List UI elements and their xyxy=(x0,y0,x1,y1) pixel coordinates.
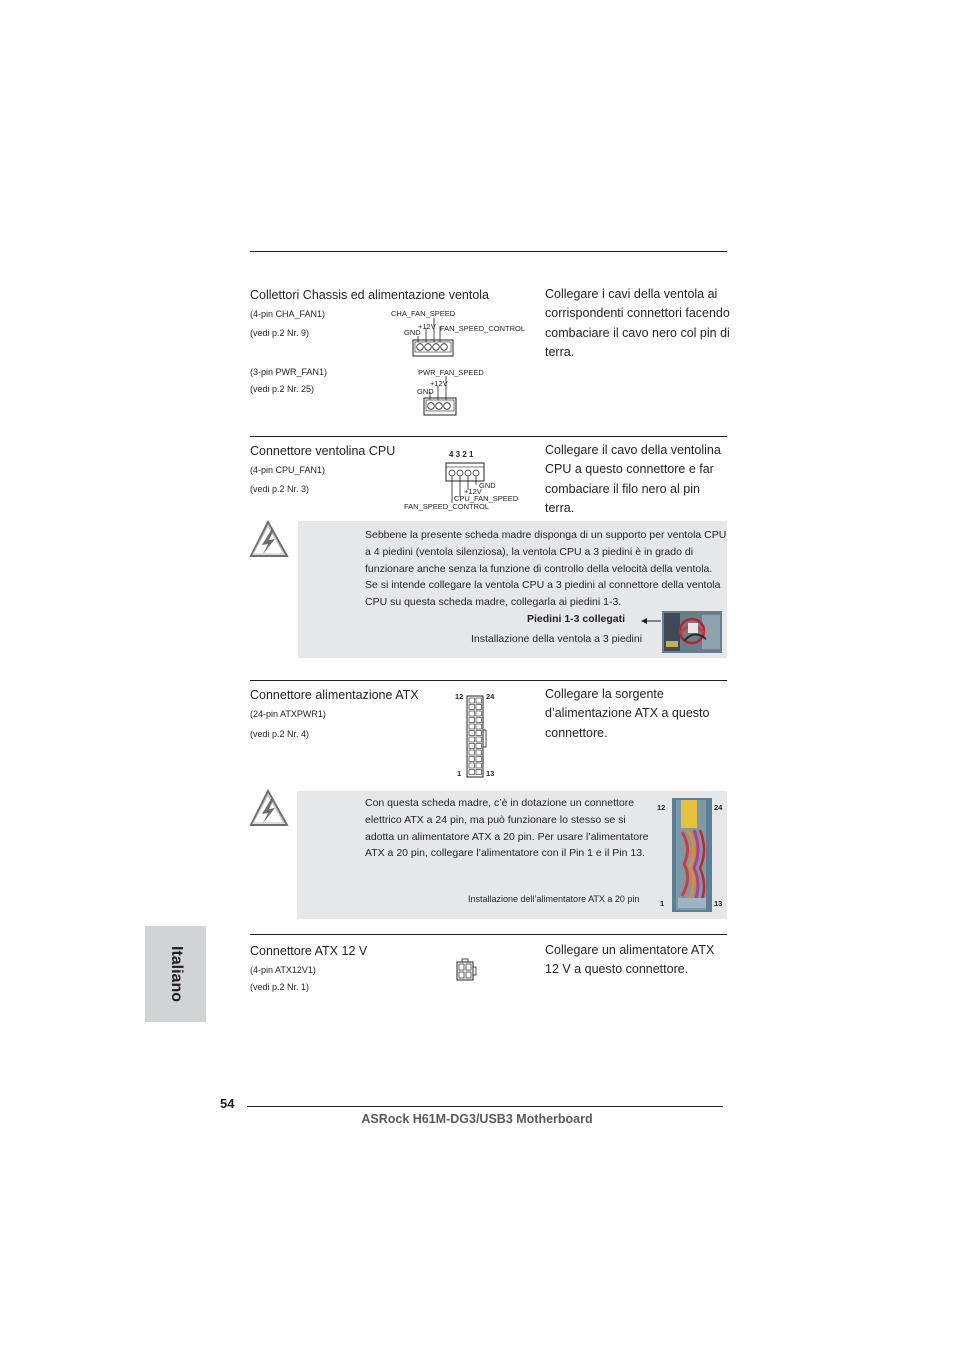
atx-pin-cell xyxy=(476,737,482,742)
atx-pin-cell xyxy=(469,770,475,775)
cpu-fan-pin-info: (4-pin CPU_FAN1) xyxy=(250,465,326,475)
chassis-ref: (vedi p.2 Nr. 9) xyxy=(250,328,310,338)
atx-pin-24: 24 xyxy=(486,692,495,701)
atx-pin-cell xyxy=(476,744,482,749)
atx-pin-cell xyxy=(476,757,482,762)
atx-pin-cell xyxy=(469,763,475,768)
atx-pin-info: (24-pin ATXPWR1) xyxy=(250,709,326,719)
cha-fan-connector-diagram xyxy=(410,316,460,360)
note-cpu-fan-pins-label: Piedini 1-3 collegati xyxy=(527,613,626,625)
atx-pin-13: 13 xyxy=(486,769,495,778)
note-atx-pin-13: 13 xyxy=(714,899,723,908)
pwr-fan-connector-diagram xyxy=(420,376,460,418)
atx12v-title: Connettore ATX 12 V xyxy=(250,944,368,958)
pwr-fan-speed-label: PWR_FAN_SPEED xyxy=(418,368,484,377)
cha-fan-speed-label: CHA_FAN_SPEED xyxy=(391,309,456,318)
language-side-tab-label: Italiano xyxy=(167,945,185,1003)
atx-pin-cell xyxy=(469,711,475,716)
atx-pin-12: 12 xyxy=(455,692,464,701)
atx-pin-cell xyxy=(469,731,475,736)
cpu-fan-ref: (vedi p.2 Nr. 3) xyxy=(250,484,310,494)
atx-pin-cell xyxy=(469,718,475,723)
pwrfan-ref: (vedi p.2 Nr. 25) xyxy=(250,384,315,394)
section-rule-2 xyxy=(250,680,727,681)
note-atx-text: Con questa scheda madre, c’è in dotazione un connettore elettrico ATX a 24 pin, ma può funzionare lo stesso se si adotta un alimentatore ATX a 20 pin. Per usare l’alimentatore ATX a 20 pin, collegare l’alimentatore con il Pin 1 e il Pin 13. xyxy=(365,797,649,860)
note-atx-pin-12: 12 xyxy=(657,803,666,812)
atx-pin-cell xyxy=(476,698,482,703)
atx-pin-cell xyxy=(476,718,482,723)
cpu-fan-pin-numbers: 4 3 2 1 xyxy=(449,450,474,459)
atx12v-description: Collegare un alimentatore ATX 12 V a questo connettore. xyxy=(545,943,715,977)
arrow-left-icon xyxy=(641,616,663,626)
section-rule-3 xyxy=(250,934,727,935)
warning-lightning-icon xyxy=(249,520,289,558)
cpu-speed-label: CPU_FAN_SPEED xyxy=(454,494,519,503)
note-atx-pin-24: 24 xyxy=(714,803,723,812)
cha-ctrl-label: FAN_SPEED_CONTROL xyxy=(440,324,526,333)
note-cpu-fan-caption: Installazione della ventola a 3 piedini xyxy=(471,633,643,645)
atx-pin-cell xyxy=(476,724,482,729)
cha-plus12-label: +12V xyxy=(418,322,436,331)
chassis-description: Collegare i cavi della ventola ai corrispondenti connettori facendo combaciare il cavo nero col pin di terra. xyxy=(545,287,730,360)
atx-ref: (vedi p.2 Nr. 4) xyxy=(250,729,310,739)
atx-pin-cell xyxy=(469,757,475,762)
cpu-fan-description: Collegare il cavo della ventolina CPU a questo connettore e far combaciare il filo nero al pin terra. xyxy=(545,443,721,516)
atx12v-pin-info: (4-pin ATX12V1) xyxy=(250,965,316,975)
section-rule-1 xyxy=(250,436,727,437)
note-cpu-fan-text: Sebbene la presente scheda madre disponga di un supporto per ventola CPU a 4 piedini (ventola silenziosa), la ventola CPU a 3 piedini è in grado di funzionare anche senza la funzione di controllo della velocità della ventola. Se si intende collegare la ventola CPU a 3 piedini al connettore della ventola CPU su questa scheda madre, collegarla ai piedini 1-3. xyxy=(365,529,727,609)
language-side-tab xyxy=(145,926,206,1022)
note-atx-pin-1: 1 xyxy=(660,899,665,908)
atx12v-connector-diagram xyxy=(455,958,479,984)
atx-pin-cell xyxy=(476,763,482,768)
cpu-fan-install-photo xyxy=(662,611,722,653)
atx-pin-1: 1 xyxy=(457,769,462,778)
atx-pin-cell xyxy=(476,711,482,716)
chassis-title: Collettori Chassis ed alimentazione ventola xyxy=(250,288,490,302)
atx-pin-cell xyxy=(469,705,475,710)
atx-pin-cell xyxy=(469,698,475,703)
cpu-fan-connector-diagram xyxy=(440,459,490,507)
cpu-plus12-label: +12V xyxy=(464,487,482,496)
cpu-fan-title: Connettore ventolina CPU xyxy=(250,444,396,458)
atx-pin-cell xyxy=(476,770,482,775)
page-number: 54 xyxy=(220,1096,235,1111)
pwr-plus12-label: +12V xyxy=(430,379,448,388)
atx-description: Collegare la sorgente d’alimentazione ATX a questo connettore. xyxy=(545,687,710,740)
warning-lightning-icon xyxy=(249,789,289,827)
atx-pin-cell xyxy=(469,744,475,749)
atx12v-ref: (vedi p.2 Nr. 1) xyxy=(250,982,310,992)
atx-pin-cell xyxy=(469,750,475,755)
cpu-gnd-label: GND xyxy=(479,481,496,490)
cha-gnd-label: GND xyxy=(404,328,421,337)
atx-pin-cell xyxy=(476,731,482,736)
atx-pin-cell xyxy=(476,750,482,755)
atx-pin-cell xyxy=(469,724,475,729)
cpu-ctrl-label: FAN_SPEED_CONTROL xyxy=(404,502,490,511)
atx-24pin-connector-diagram xyxy=(466,695,490,779)
atx-pin-cell xyxy=(476,705,482,710)
footer-title: ASRock H61M-DG3/USB3 Motherboard xyxy=(361,1112,593,1126)
chassis-pin-info: (4-pin CHA_FAN1) xyxy=(250,309,326,319)
note-atx-caption: Installazione dell’alimentatore ATX a 20 pin xyxy=(468,894,640,904)
atx-20pin-install-photo xyxy=(672,798,712,912)
atx-pin-cell xyxy=(469,737,475,742)
top-rule xyxy=(250,251,727,252)
atx-title: Connettore alimentazione ATX xyxy=(250,688,419,702)
pwrfan-pin-info: (3-pin PWR_FAN1) xyxy=(250,367,328,377)
pwr-gnd-label: GND xyxy=(417,387,434,396)
footer-rule xyxy=(247,1106,723,1107)
